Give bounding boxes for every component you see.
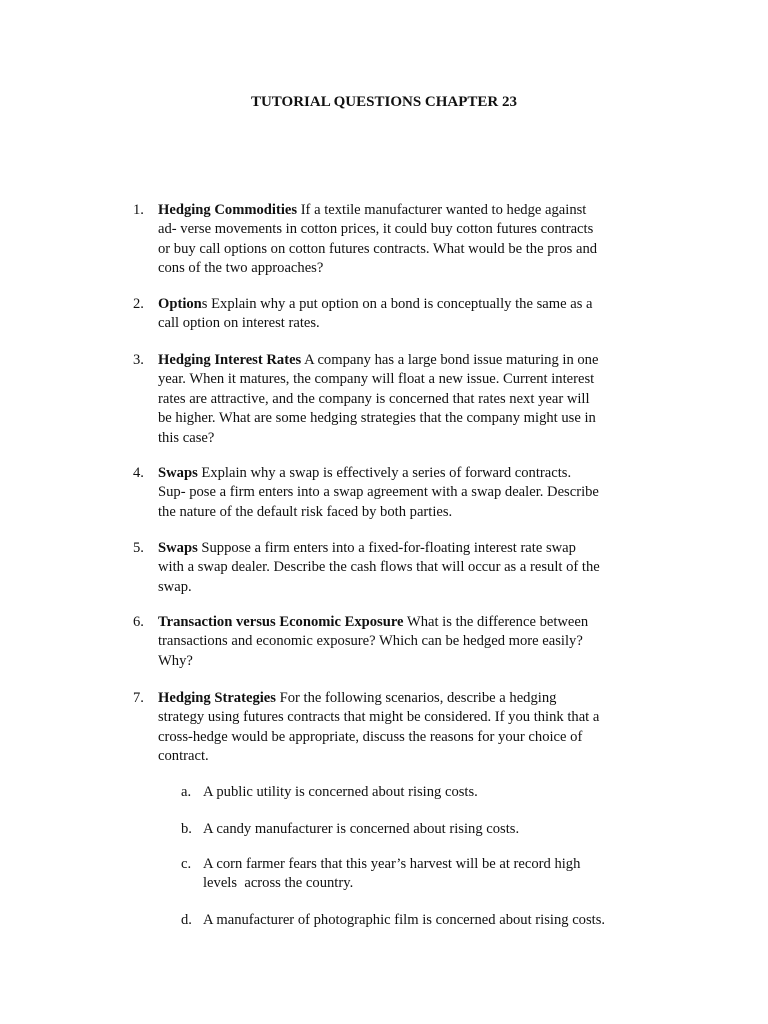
subitem-text <box>203 855 673 894</box>
question-line: swap. <box>158 578 192 595</box>
question-line: cross-hedge would be appropriate, discuss the reasons for your choice of <box>158 728 583 745</box>
question-number: 7. <box>133 690 144 706</box>
question-number: 5. <box>133 540 144 556</box>
question-text: A company has a large bond issue maturing in one <box>301 352 599 368</box>
question-line: strategy using futures contracts that might be considered. If you think that a <box>158 709 600 726</box>
question-line: cons of the two approaches? <box>158 260 324 277</box>
question-line: with a swap dealer. Describe the cash flows that will occur as a result of the <box>158 559 600 576</box>
question-line: ad- verse movements in cotton prices, it could buy cotton futures contracts <box>158 221 594 238</box>
question-line <box>158 201 658 220</box>
question-text: If a textile manufacturer wanted to hedge against <box>297 202 587 218</box>
question-line: contract. <box>158 748 209 765</box>
question-line <box>158 689 658 708</box>
question-line <box>158 464 658 483</box>
question-line: Why? <box>158 652 193 669</box>
question-line: this case? <box>158 429 215 446</box>
subitem-line: A manufacturer of photographic film is concerned about rising costs. <box>203 912 606 928</box>
subitem-text <box>203 911 673 930</box>
subitem-line: A corn farmer fears that this year’s harvest will be at record high <box>203 856 581 872</box>
question-line <box>158 295 658 314</box>
question-body <box>158 539 658 597</box>
question-body <box>158 201 658 279</box>
subitem-line: A public utility is concerned about rising costs. <box>203 784 478 800</box>
question-line <box>158 613 658 632</box>
question-number: 2. <box>133 296 144 312</box>
question-text: Explain why a swap is effectively a series of forward contracts. <box>197 465 572 481</box>
subitem-letter: c. <box>181 856 192 872</box>
question-heading: Hedging Interest Rates <box>158 352 302 368</box>
question-line: the nature of the default risk faced by both parties. <box>158 503 453 520</box>
question-text: Suppose a firm enters into a fixed-for-floating interest rate swap <box>197 540 576 556</box>
question-body <box>158 295 658 334</box>
subitem-text <box>203 820 673 839</box>
question-text: Explain why a put option on a bond is conceptually the same as a <box>207 296 593 312</box>
question-number: 1. <box>133 202 144 218</box>
question-line: transactions and economic exposure? Which can be hedged more easily? <box>158 633 583 650</box>
subitem-letter: a. <box>181 784 192 800</box>
question-number: 4. <box>133 465 144 481</box>
question-heading: Swaps <box>158 540 198 556</box>
question-body <box>158 613 658 671</box>
question-heading: Swaps <box>158 465 198 481</box>
question-line <box>158 351 658 370</box>
subitem-line: levels across the country. <box>203 875 354 892</box>
question-number: 6. <box>133 614 144 630</box>
question-body <box>158 464 658 522</box>
question-heading: Hedging Commodities <box>158 202 298 218</box>
question-line: be higher. What are some hedging strategies that the company might use in <box>158 410 596 427</box>
question-body <box>158 351 658 448</box>
question-heading-tail: s <box>201 296 208 312</box>
question-heading: Option <box>158 296 202 312</box>
question-line: or buy call options on cotton futures contracts. What would be the pros and <box>158 240 598 257</box>
question-line <box>158 539 658 558</box>
subitem-letter: b. <box>181 821 192 837</box>
question-heading: Transaction versus Economic Exposure <box>158 614 404 630</box>
question-body <box>158 689 658 767</box>
document-title: TUTORIAL QUESTIONS CHAPTER 23 <box>250 94 518 110</box>
question-number: 3. <box>133 352 144 368</box>
question-text: For the following scenarios, describe a hedging <box>275 690 557 706</box>
subitem-text <box>203 783 673 802</box>
question-text: What is the difference between <box>403 614 589 630</box>
question-line: call option on interest rates. <box>158 315 320 332</box>
subitem-letter: d. <box>181 912 192 928</box>
question-heading: Hedging Strategies <box>158 690 276 706</box>
question-line: year. When it matures, the company will float a new issue. Current interest <box>158 371 595 388</box>
question-line: rates are attractive, and the company is concerned that rates next year will <box>158 390 590 407</box>
subitem-line: A candy manufacturer is concerned about rising costs. <box>203 821 520 837</box>
question-line: Sup- pose a firm enters into a swap agreement with a swap dealer. Describe <box>158 484 599 501</box>
